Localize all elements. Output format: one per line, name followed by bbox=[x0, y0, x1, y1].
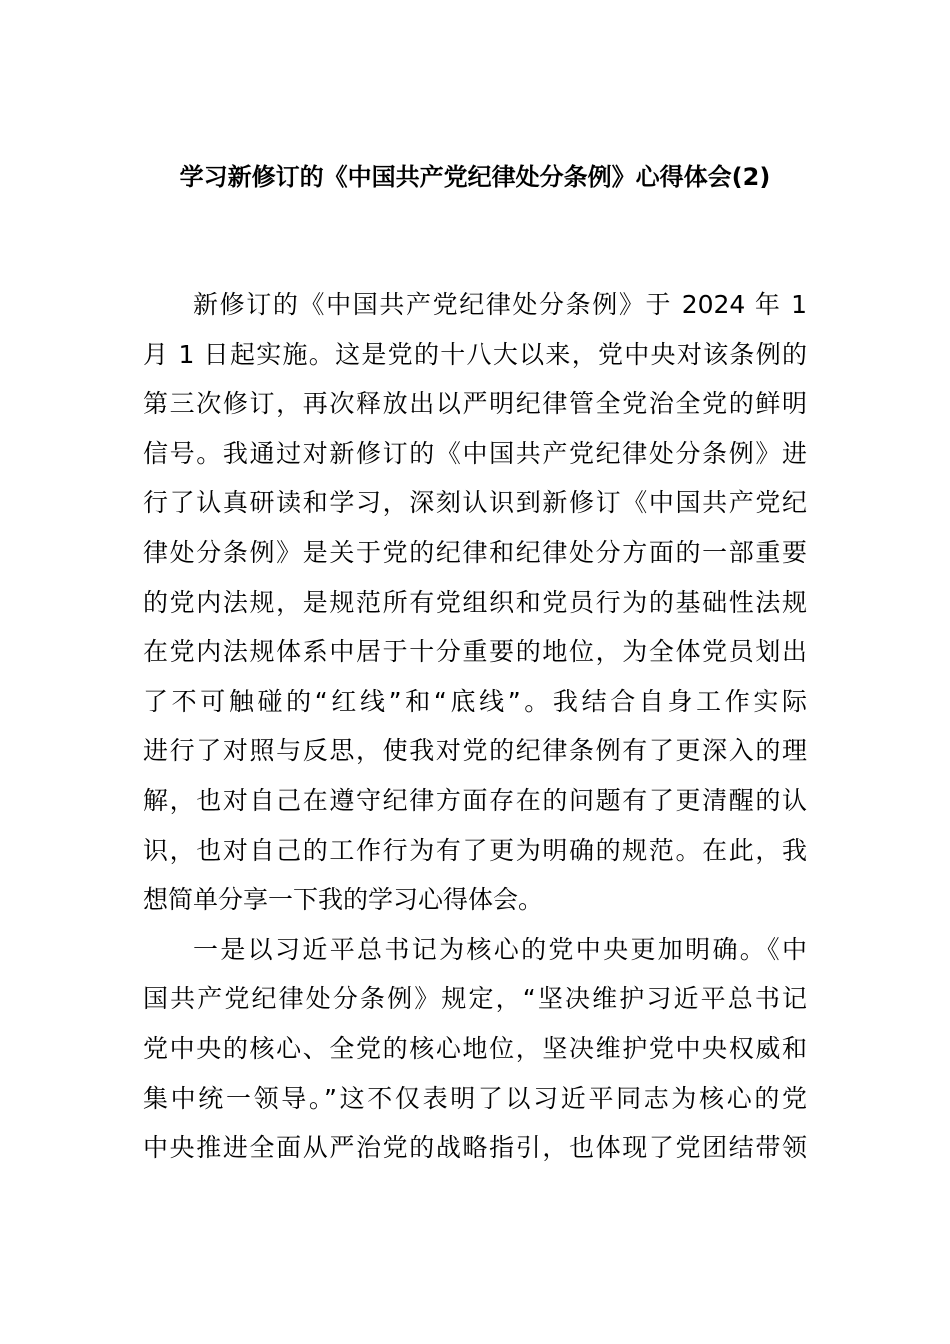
body-text-line: 的党内法规，是规范所有党组织和党员行为的基础性法规 bbox=[143, 587, 807, 617]
body-text-line: 律处分条例》是关于党的纪律和纪律处分方面的一部重要 bbox=[143, 537, 807, 567]
document-body bbox=[143, 280, 807, 1173]
body-text-line: 国共产党纪律处分条例》规定，“坚决维护习近平总书记 bbox=[143, 984, 807, 1014]
body-text-line: 进行了对照与反思，使我对党的纪律条例有了更深入的理 bbox=[143, 736, 807, 766]
body-text-line: 解，也对自己在遵守纪律方面存在的问题有了更清醒的认 bbox=[143, 785, 807, 815]
body-text-line: 集中统一领导。”这不仅表明了以习近平同志为核心的党 bbox=[143, 1083, 807, 1113]
body-text-line: 新修订的《中国共产党纪律处分条例》于 2024 年 1 bbox=[193, 290, 807, 319]
body-text-line: 一是以习近平总书记为核心的党中央更加明确。《中 bbox=[193, 934, 807, 964]
document-title: 学习新修订的《中国共产党纪律处分条例》心得体会(2) bbox=[179, 163, 771, 191]
body-text-line: 第三次修订，再次释放出以严明纪律管全党治全党的鲜明 bbox=[143, 389, 807, 419]
body-text-line: 党中央的核心、全党的核心地位，坚决维护党中央权威和 bbox=[143, 1033, 807, 1063]
body-text-line: 月 1 日起实施。这是党的十八大以来，党中央对该条例的 bbox=[143, 339, 807, 369]
body-text-line: 信号。我通过对新修订的《中国共产党纪律处分条例》进 bbox=[143, 438, 807, 468]
body-text-line: 识，也对自己的工作行为有了更为明确的规范。在此，我 bbox=[143, 835, 807, 865]
body-text-line: 在党内法规体系中居于十分重要的地位，为全体党员划出 bbox=[143, 637, 807, 667]
body-text-line: 行了认真研读和学习，深刻认识到新修订《中国共产党纪 bbox=[143, 488, 807, 518]
body-text-line: 了不可触碰的“红线”和“底线”。我结合自身工作实际 bbox=[143, 686, 807, 716]
body-text-line: 中央推进全面从严治党的战略指引，也体现了党团结带领 bbox=[143, 1133, 807, 1163]
body-text-line: 想简单分享一下我的学习心得体会。 bbox=[143, 885, 544, 915]
